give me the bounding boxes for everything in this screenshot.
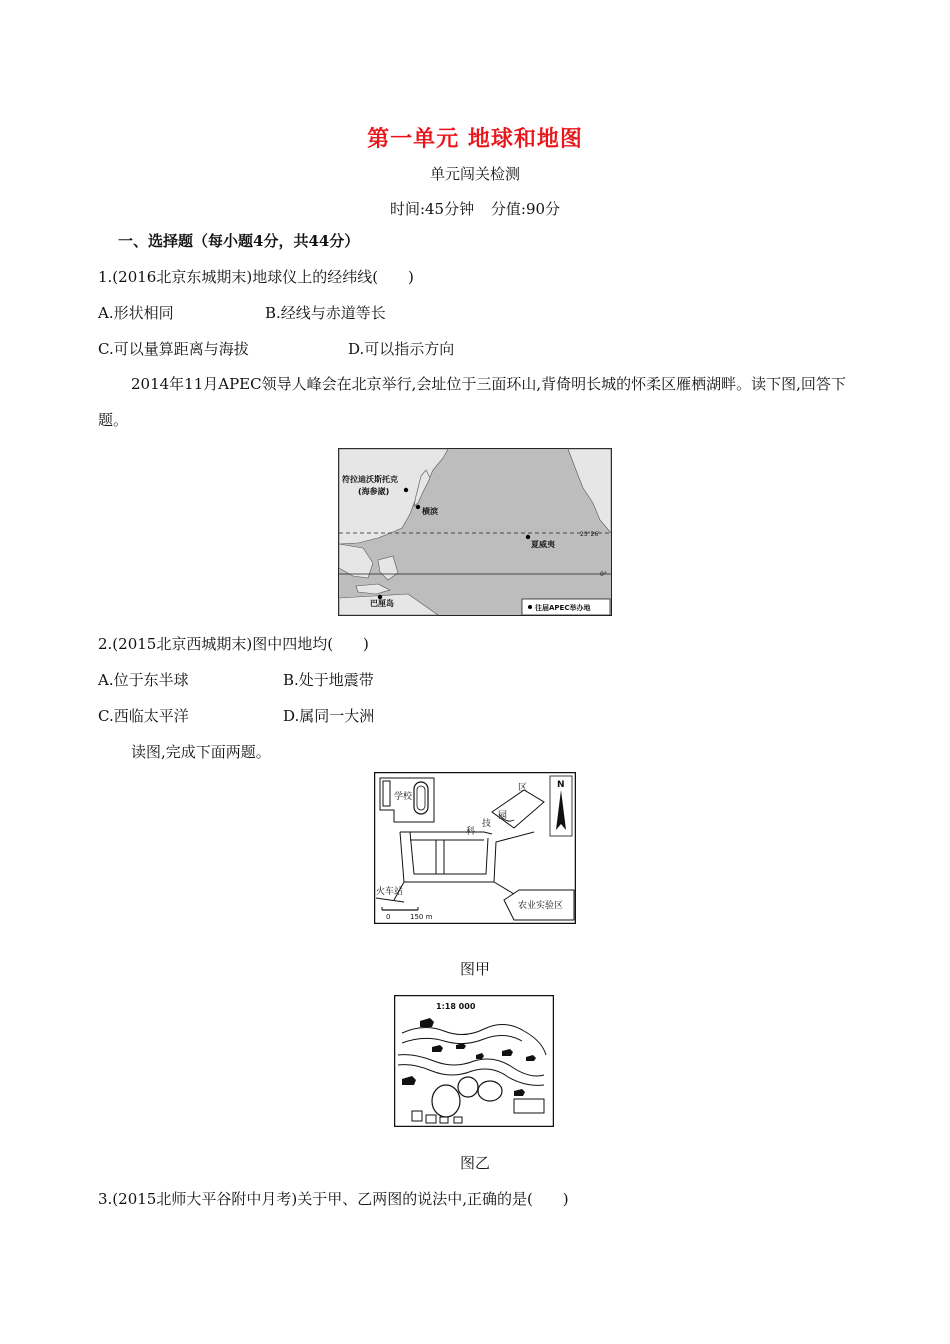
scale-zero: 0 bbox=[386, 913, 391, 921]
scale-150: 150 m bbox=[410, 913, 433, 921]
tropic-label: 23°26′ bbox=[580, 531, 600, 538]
equator-label: 0° bbox=[600, 571, 607, 578]
question-1-option-d: D.可以指示方向 bbox=[348, 340, 455, 358]
question-2-stem: 2.(2015北京西城期末)图中四地均( ) bbox=[98, 635, 369, 653]
section-heading: 一、选择题（每小题4分，共44分） bbox=[118, 232, 360, 250]
question-3-stem: 3.(2015北师大平谷附中月考)关于甲、乙两图的说法中,正确的是( ) bbox=[98, 1190, 569, 1208]
tech-label-2: 技 bbox=[482, 819, 492, 829]
page-title: 第一单元 地球和地图 bbox=[367, 126, 583, 152]
page-subtitle: 单元闯关检测 bbox=[429, 165, 520, 183]
score-label: 分值:90分 bbox=[490, 200, 561, 218]
hawaii-marker bbox=[526, 535, 530, 539]
caption-yi: 图乙 bbox=[459, 1154, 490, 1172]
map-yi-scale: 1:18 000 bbox=[436, 1002, 476, 1011]
time-label: 时间:45分钟 bbox=[389, 200, 475, 218]
question-1-option-b: B.经线与赤道等长 bbox=[265, 304, 386, 322]
tech-label-3: 园 bbox=[498, 811, 508, 821]
tech-label-4: 区 bbox=[518, 783, 528, 793]
map-jia bbox=[374, 772, 576, 924]
school-label: 学校 bbox=[394, 792, 413, 802]
legend-label: 往届APEC举办地 bbox=[535, 604, 591, 612]
time-score-line bbox=[0, 198, 950, 219]
vladivostok-marker bbox=[404, 488, 408, 492]
legend-marker bbox=[528, 605, 532, 609]
pacific-apec-map bbox=[338, 448, 612, 616]
bali-label: 巴厘岛 bbox=[370, 599, 394, 608]
question-2-option-a: A.位于东半球 bbox=[98, 671, 189, 689]
station-label: 火车站 bbox=[376, 887, 404, 897]
vladivostok-label: 符拉迪沃斯托克 bbox=[342, 475, 398, 484]
question-1-stem: 1.(2016北京东城期末)地球仪上的经纬线( ) bbox=[98, 268, 414, 286]
question-2-option-d: D.属同一大洲 bbox=[283, 707, 375, 725]
caption-jia: 图甲 bbox=[459, 960, 490, 978]
passage-read-map: 读图,完成下面两题。 bbox=[131, 743, 271, 761]
question-1-option-a: A.形状相同 bbox=[98, 304, 174, 322]
question-2-option-b: B.处于地震带 bbox=[283, 671, 374, 689]
passage-apec: 2014年11月APEC领导人峰会在北京举行,会址位于三面环山,背倚明长城的怀柔区雁栖湖畔。读下图,回答下题。 bbox=[98, 375, 846, 429]
map-yi bbox=[394, 995, 554, 1127]
tech-label-1: 科 bbox=[466, 827, 476, 837]
yokohama-marker bbox=[416, 505, 420, 509]
vladivostok-alt-label: (海参崴) bbox=[358, 487, 390, 496]
hawaii-label: 夏威夷 bbox=[531, 540, 555, 549]
north-label: N bbox=[557, 780, 565, 790]
yokohama-label: 横滨 bbox=[422, 507, 438, 516]
question-2-option-c: C.西临太平洋 bbox=[98, 707, 189, 725]
question-1-option-c: C.可以量算距离与海拔 bbox=[98, 340, 249, 358]
farm-label: 农业实验区 bbox=[518, 901, 564, 911]
